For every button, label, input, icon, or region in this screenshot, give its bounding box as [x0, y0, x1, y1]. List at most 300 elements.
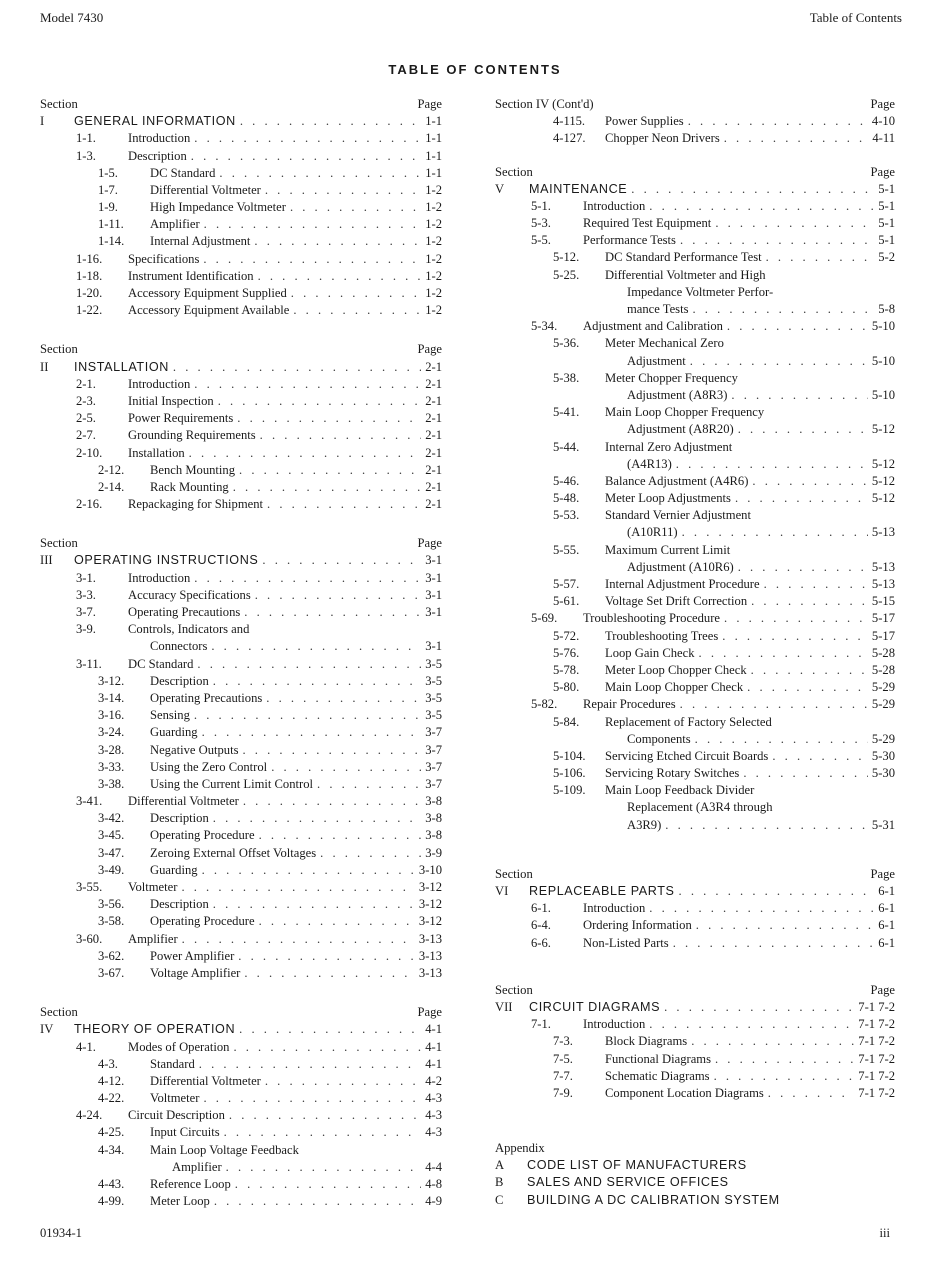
toc-entry [40, 393, 442, 410]
entry-page: 1-1 [425, 131, 442, 146]
leader-dots [211, 638, 421, 655]
entry-number: 5-41. [553, 405, 580, 420]
entry-page: 3-7 [425, 759, 442, 774]
entry-title: Description [150, 673, 209, 688]
entry-title: Balance Adjustment (A4R6) [605, 473, 749, 488]
leader-dots [224, 1124, 422, 1141]
toc-entry [40, 376, 442, 393]
entry-page: 3-7 [425, 725, 442, 740]
entry-number: 1-5. [98, 165, 118, 180]
toc-entry [40, 862, 442, 879]
leader-dots [743, 765, 868, 782]
toc-entry [40, 113, 442, 130]
leader-dots [239, 462, 421, 479]
entry-number: 7-3. [553, 1034, 573, 1049]
entry-title: Main Loop Chopper Check [605, 680, 744, 695]
entry-title: Meter Loop Adjustments [605, 491, 731, 506]
leader-dots [738, 559, 868, 576]
entry-title: mance Tests [627, 302, 689, 317]
entry-number: 6-4. [531, 918, 551, 933]
entry-title: Connectors [150, 639, 208, 654]
page-heading-label: Page [870, 866, 895, 881]
leader-dots [267, 496, 421, 513]
toc-section [495, 96, 895, 148]
entry-number: 5-48. [553, 491, 580, 506]
leader-dots [731, 387, 868, 404]
toc-entry [40, 1193, 442, 1210]
entry-page: 4-1 [425, 1039, 442, 1054]
toc-entry [40, 302, 442, 319]
leader-dots [664, 999, 854, 1016]
leader-dots [229, 1107, 421, 1124]
entry-title: Main Loop Chopper Frequency [605, 405, 765, 420]
header-section-title: Table of Contents [809, 10, 902, 25]
entry-page: 4-3 [425, 1125, 442, 1140]
entry-title: Introduction [128, 131, 191, 146]
entry-page: 1-2 [425, 234, 442, 249]
entry-number: 5-69. [531, 611, 558, 626]
leader-dots [688, 113, 868, 130]
entry-page: 3-1 [425, 639, 442, 654]
entry-title: Amplifier [150, 217, 200, 232]
entry-page: 5-1 [878, 233, 895, 248]
toc-entry [495, 935, 895, 952]
toc-entry [40, 1159, 442, 1176]
toc-entry [495, 1051, 895, 1068]
entry-page: 4-1 [425, 1056, 442, 1071]
entry-number: 2-10. [76, 445, 103, 460]
leader-dots [691, 1033, 854, 1050]
leader-dots [722, 628, 868, 645]
section-heading [40, 341, 442, 358]
leader-dots [194, 707, 421, 724]
leader-dots [735, 490, 868, 507]
entry-title: Voltage Set Drift Correction [605, 594, 748, 609]
section-heading-label: Section [495, 866, 533, 881]
toc-entry [495, 900, 895, 917]
entry-number: IV [40, 1022, 54, 1037]
entry-number: 2-12. [98, 462, 125, 477]
section-heading-label: Section [40, 536, 78, 551]
toc-entry [495, 883, 895, 900]
leader-dots [680, 696, 868, 713]
entry-title: THEORY OF OPERATION [74, 1022, 236, 1037]
toc-entry [40, 604, 442, 621]
leader-dots [751, 662, 868, 679]
entry-title: Zeroing External Offset Voltages [150, 845, 317, 860]
leader-dots [259, 913, 415, 930]
entry-page: 3-1 [425, 570, 442, 585]
entry-page: 5-2 [878, 250, 895, 265]
entry-number: 3-42. [98, 811, 125, 826]
entry-title: Circuit Description [128, 1108, 225, 1123]
entry-title: Chopper Neon Drivers [605, 131, 720, 146]
entry-number: 2-3. [76, 393, 96, 408]
entry-title: Introduction [128, 376, 191, 391]
entry-number: 3-11. [76, 656, 102, 671]
entry-number: 4-99. [98, 1194, 125, 1209]
entry-title: Amplifier [128, 931, 178, 946]
leader-dots [233, 479, 421, 496]
entry-number: 4-115. [553, 114, 586, 129]
entry-title: Replacement of Factory Selected [605, 714, 772, 729]
toc-entry [495, 679, 895, 696]
appendix-section [495, 1140, 895, 1209]
appendix-entry [495, 1192, 895, 1209]
toc-entry [40, 479, 442, 496]
toc-entry [495, 370, 895, 387]
section-heading-label: Section [40, 1005, 78, 1020]
entry-title: Description [150, 811, 209, 826]
entry-title: Modes of Operation [128, 1039, 230, 1054]
entry-number: 5-44. [553, 439, 580, 454]
entry-title: Introduction [583, 901, 646, 916]
toc-entry [495, 817, 895, 834]
entry-page: 3-1 [425, 605, 442, 620]
entry-title: Meter Mechanical Zero [605, 336, 724, 351]
entry-page: 5-1 [878, 216, 895, 231]
entry-number: 1-7. [98, 182, 118, 197]
appendix-title: CODE LIST OF MANUFACTURERS [527, 1158, 747, 1173]
entry-number: 3-14. [98, 690, 125, 705]
entry-page: 4-11 [872, 131, 895, 146]
entry-page: 3-12 [418, 880, 442, 895]
leader-dots [682, 524, 868, 541]
page-footer [40, 1226, 890, 1241]
entry-page: 3-12 [418, 897, 442, 912]
entry-page: 2-1 [425, 497, 442, 512]
leader-dots [714, 1068, 855, 1085]
entry-number: 3-49. [98, 862, 125, 877]
leader-dots [194, 570, 421, 587]
entry-page: 5-30 [871, 766, 895, 781]
entry-title: Component Location Diagrams [605, 1085, 764, 1100]
page-heading-label: Page [417, 342, 442, 357]
toc-section [495, 982, 895, 1102]
entry-number: 2-16. [76, 497, 103, 512]
toc-entry [495, 662, 895, 679]
entry-page: 3-8 [425, 828, 442, 843]
toc-entry [40, 268, 442, 285]
leader-dots [214, 1193, 421, 1210]
toc-entry [40, 913, 442, 930]
toc-entry [40, 165, 442, 182]
entry-number: 3-67. [98, 965, 125, 980]
leader-dots [239, 1021, 421, 1038]
entry-number: 3-45. [98, 828, 125, 843]
leader-dots [238, 948, 415, 965]
leader-dots [233, 1039, 421, 1056]
leader-dots [219, 165, 421, 182]
section-heading [40, 1004, 442, 1021]
toc-entry [495, 404, 895, 421]
entry-number: 5-84. [553, 714, 580, 729]
toc-entry [495, 267, 895, 284]
entry-page: 5-17 [871, 611, 895, 626]
leader-dots [244, 965, 415, 982]
entry-title: Bench Mounting [150, 462, 236, 477]
entry-page: 5-10 [871, 353, 895, 368]
entry-page: 3-5 [425, 690, 442, 705]
entry-number: V [495, 181, 505, 196]
leader-dots [194, 130, 421, 147]
entry-number: 2-1. [76, 376, 96, 391]
entry-title: Block Diagrams [605, 1034, 688, 1049]
entry-number: 4-24. [76, 1108, 103, 1123]
entry-title: Functional Diagrams [605, 1051, 711, 1066]
footer-doc-number: 01934-1 [40, 1226, 82, 1240]
leader-dots [690, 353, 868, 370]
toc-entry [495, 610, 895, 627]
entry-title: Differential Voltmeter [150, 1073, 261, 1088]
leader-dots [727, 318, 868, 335]
entry-title: INSTALLATION [74, 359, 169, 374]
entry-page: 5-12 [871, 473, 895, 488]
toc-entry [495, 1085, 895, 1102]
toc-entry [40, 148, 442, 165]
entry-page: 5-17 [871, 628, 895, 643]
section-heading [40, 96, 442, 113]
toc-entry [40, 427, 442, 444]
entry-page: 3-5 [425, 673, 442, 688]
toc-entry [40, 462, 442, 479]
leader-dots [320, 845, 421, 862]
entry-page: 1-2 [425, 200, 442, 215]
entry-title: (A10R11) [627, 525, 678, 540]
entry-page: 3-8 [425, 794, 442, 809]
entry-number: 3-41. [76, 794, 103, 809]
toc-entry [495, 318, 895, 335]
entry-page: 1-2 [425, 182, 442, 197]
entry-number: 4-3. [98, 1056, 118, 1071]
toc-entry [495, 507, 895, 524]
entry-page: 1-2 [425, 286, 442, 301]
page-heading-label: Page [870, 982, 895, 997]
entry-page: 5-29 [871, 697, 895, 712]
toc-entry [40, 896, 442, 913]
toc-entry [495, 696, 895, 713]
entry-number: 4-25. [98, 1125, 125, 1140]
leader-dots [649, 1016, 854, 1033]
entry-page: 5-1 [878, 181, 895, 196]
entry-number: 5-34. [531, 319, 558, 334]
entry-title: REPLACEABLE PARTS [529, 884, 675, 899]
entry-page: 2-1 [425, 376, 442, 391]
entry-title: Specifications [128, 251, 200, 266]
entry-title: Internal Zero Adjustment [605, 439, 733, 454]
leader-dots [259, 827, 422, 844]
entry-number: 1-14. [98, 234, 125, 249]
toc-entry [495, 473, 895, 490]
page-heading-label: Page [417, 97, 442, 111]
toc-entry [40, 1142, 442, 1159]
entry-number: 1-22. [76, 303, 103, 318]
entry-page: 3-5 [425, 708, 442, 723]
toc-entry [495, 800, 895, 817]
toc-entry [40, 130, 442, 147]
leader-dots [265, 182, 421, 199]
entry-page: 5-8 [878, 302, 895, 317]
entry-page: 3-7 [425, 742, 442, 757]
toc-section [495, 866, 895, 952]
leader-dots [271, 759, 421, 776]
section-heading-label: Section [40, 342, 78, 357]
entry-page: 7-1 7-2 [858, 1017, 895, 1032]
toc-entry [40, 948, 442, 965]
toc-entry [40, 410, 442, 427]
entry-number: 5-109. [553, 783, 586, 798]
entry-number: 3-38. [98, 776, 125, 791]
toc-section [40, 535, 442, 982]
entry-title: Accessory Equipment Supplied [128, 286, 287, 301]
entry-page: 3-5 [425, 656, 442, 671]
entry-title: Grounding Requirements [128, 428, 256, 443]
entry-title: Meter Loop [150, 1194, 210, 1209]
entry-page: 5-13 [871, 559, 895, 574]
toc-entry [495, 301, 895, 318]
entry-title: Adjustment (A8R3) [627, 387, 728, 402]
entry-number: 5-80. [553, 680, 580, 695]
toc-entry [40, 742, 442, 759]
entry-page: 6-1 [878, 935, 895, 950]
toc-entry [40, 1125, 442, 1142]
toc-entry [495, 456, 895, 473]
entry-page: 5-1 [878, 198, 895, 213]
toc-entry [495, 353, 895, 370]
entry-title: Voltage Amplifier [150, 965, 241, 980]
entry-page: 1-1 [425, 148, 442, 163]
entry-title: Power Requirements [128, 411, 234, 426]
toc-entry [495, 576, 895, 593]
entry-page: 3-8 [425, 811, 442, 826]
entry-page: 5-12 [871, 456, 895, 471]
entry-page: 3-12 [418, 914, 442, 929]
entry-title: Standard [150, 1056, 195, 1071]
entry-page: 5-12 [871, 422, 895, 437]
entry-page: 2-1 [425, 393, 442, 408]
entry-title: Non-Listed Parts [583, 935, 669, 950]
leader-dots [254, 233, 421, 250]
entry-page: 1-1 [425, 114, 442, 129]
leader-dots [204, 216, 422, 233]
entry-number: 7-5. [553, 1051, 573, 1066]
toc-right-column [495, 96, 895, 1231]
entry-title: Maximum Current Limit [605, 542, 731, 557]
leader-dots [265, 1073, 421, 1090]
entry-number: 1-1. [76, 131, 96, 146]
leader-dots [696, 917, 874, 934]
entry-title: Standard Vernier Adjustment [605, 508, 751, 523]
toc-section [40, 1004, 442, 1210]
entry-page: 2-1 [425, 479, 442, 494]
entry-page: 1-2 [425, 251, 442, 266]
toc-entry [495, 113, 895, 130]
toc-entry [495, 542, 895, 559]
entry-page: 4-3 [425, 1108, 442, 1123]
appendix-entry [495, 1175, 895, 1192]
toc-entry [495, 198, 895, 215]
entry-title: Initial Inspection [128, 393, 214, 408]
entry-number: 5-3. [531, 216, 551, 231]
entry-page: 7-1 7-2 [858, 999, 895, 1014]
leader-dots [738, 421, 868, 438]
entry-number: 5-1. [531, 198, 551, 213]
entry-number: II [40, 359, 49, 374]
leader-dots [255, 587, 421, 604]
entry-title: Input Circuits [150, 1125, 220, 1140]
leader-dots [649, 900, 874, 917]
leader-dots [213, 810, 421, 827]
entry-page: 4-1 [425, 1022, 442, 1037]
entry-page: 5-12 [871, 491, 895, 506]
entry-page: 7-1 7-2 [858, 1034, 895, 1049]
entry-number: 1-20. [76, 286, 103, 301]
entry-title: Repair Procedures [583, 697, 676, 712]
toc-entry [40, 1107, 442, 1124]
section-heading-label: Section [495, 982, 533, 997]
entry-title: Servicing Etched Circuit Boards [605, 748, 769, 763]
entry-title: Voltmeter [150, 1091, 200, 1106]
entry-page: 4-3 [425, 1091, 442, 1106]
entry-number: 5-78. [553, 662, 580, 677]
leader-dots [258, 268, 422, 285]
toc-entry [40, 965, 442, 982]
entry-title: Negative Outputs [150, 742, 239, 757]
entry-title: Voltmeter [128, 880, 178, 895]
toc-entry [40, 656, 442, 673]
leader-dots [751, 593, 868, 610]
entry-title: Power Supplies [605, 114, 684, 129]
leader-dots [715, 1051, 854, 1068]
leader-dots [290, 199, 421, 216]
leader-dots [317, 776, 421, 793]
entry-title: OPERATING INSTRUCTIONS [74, 553, 259, 568]
toc-entry [495, 765, 895, 782]
section-heading [495, 164, 895, 181]
toc-entry [495, 215, 895, 232]
toc-entry [495, 559, 895, 576]
entry-number: 5-12. [553, 250, 580, 265]
toc-entry [40, 828, 442, 845]
toc-entry [495, 1068, 895, 1085]
entry-page: 6-1 [878, 901, 895, 916]
leader-dots [194, 376, 421, 393]
entry-page: 5-30 [871, 748, 895, 763]
toc-entry [40, 359, 442, 376]
toc-entry [495, 593, 895, 610]
toc-entry [495, 387, 895, 404]
entry-number: 3-55. [76, 880, 103, 895]
leader-dots [768, 1085, 854, 1102]
entry-number: 6-6. [531, 935, 551, 950]
entry-page: 4-9 [425, 1194, 442, 1209]
leader-dots [693, 301, 875, 318]
entry-page: 5-10 [871, 387, 895, 402]
entry-number: VI [495, 884, 509, 899]
appendix-letter: B [495, 1175, 504, 1190]
entry-page: 3-13 [418, 931, 442, 946]
toc-entry [40, 285, 442, 302]
entry-title: Guarding [150, 862, 198, 877]
entry-title: Reference Loop [150, 1177, 231, 1192]
entry-page: 2-1 [425, 428, 442, 443]
leader-dots [235, 1176, 421, 1193]
entry-title: Performance Tests [583, 233, 676, 248]
entry-title: Power Amplifier [150, 948, 235, 963]
leader-dots [665, 817, 868, 834]
entry-number: I [40, 114, 45, 129]
leader-dots [676, 456, 868, 473]
